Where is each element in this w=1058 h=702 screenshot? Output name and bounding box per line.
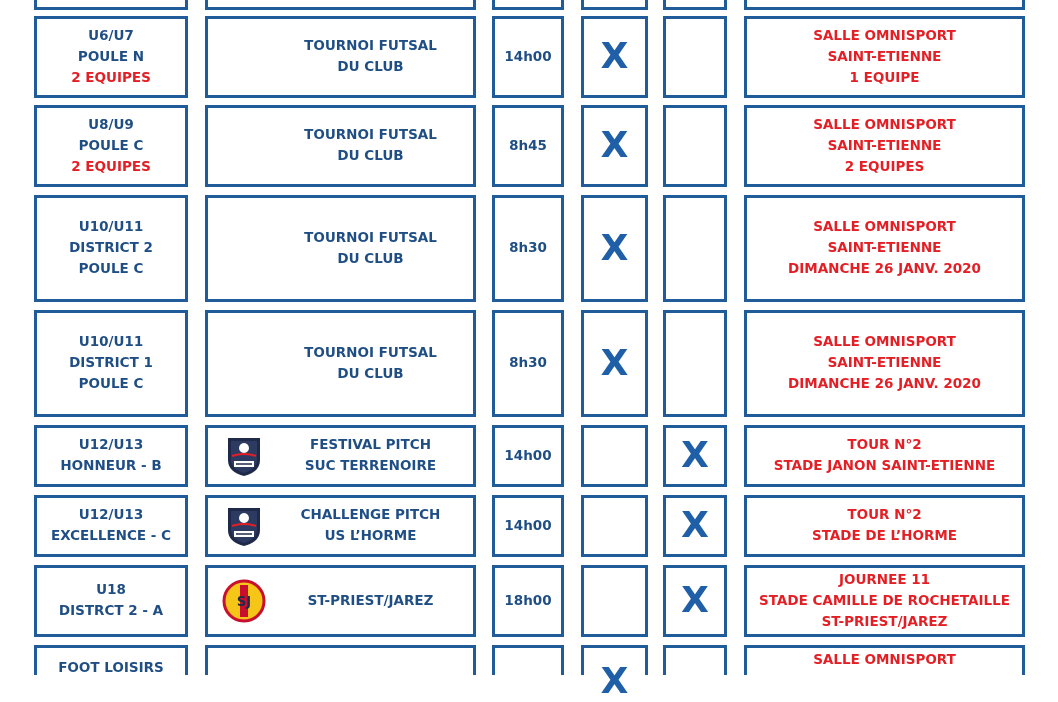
category-line: U10/U11 [78,219,144,235]
home-check-cell [581,105,648,187]
venue-line: SALLE OMNISPORT [813,652,956,668]
check-mark: X [600,125,629,166]
event-cell [205,425,476,487]
venue-cell [744,645,1025,675]
category-line: U18 [96,582,126,598]
venue-line: SAINT-ETIENNE [827,137,942,154]
time-cell [492,310,564,417]
away-check-cell [663,16,727,98]
category-cell [34,565,188,637]
event-cell [205,495,476,557]
event-text [268,19,473,95]
district-loire-logo-icon [222,434,266,478]
time-cell [492,195,564,302]
event-cell [205,195,476,302]
kickoff-time: 8h30 [509,240,547,256]
kickoff-time: 14h00 [504,517,552,534]
event-line: DU CLUB [337,250,404,267]
home-check-cell [581,310,648,417]
kickoff-time: 8h45 [509,137,547,154]
event-line: TOURNOI FUTSAL [304,127,437,143]
venue-line: ST-PRIEST/JAREZ [821,613,948,630]
svg-text:SJ: SJ [236,595,252,610]
venue-line: SALLE OMNISPORT [813,116,956,133]
category-line: EXCELLENCE - C [50,528,172,544]
venue-cell [744,0,1025,10]
kickoff-time: 8h30 [509,355,547,371]
category-line: U12/U13 [78,437,144,453]
home-check-cell [581,0,648,10]
category-teams: 2 EQUIPES [71,69,151,86]
venue-cell [744,16,1025,98]
category-line: DISTRICT 2 [69,240,153,256]
event-cell [205,105,476,187]
venue-line: DIMANCHE 26 JANV. 2020 [788,261,981,277]
kickoff-time: 14h00 [504,48,552,65]
check-mark: X [681,505,709,546]
away-check-cell [663,495,727,557]
venue-cell [744,105,1025,187]
event-line: US L’HORME [324,528,417,544]
district-loire-logo-icon [222,504,266,548]
venue-line: 1 EQUIPE [849,69,920,86]
event-line: TOURNOI FUTSAL [304,344,437,361]
event-line: CHALLENGE PITCH [300,507,441,523]
check-mark: X [681,580,709,621]
category-cell [34,16,188,98]
venue-line: SALLE OMNISPORT [813,334,956,350]
event-line: ST-PRIEST/JAREZ [307,592,434,609]
time-cell [492,495,564,557]
category-line: HONNEUR - B [60,458,162,474]
st-priest-jarez-logo-icon [222,579,266,623]
venue-line: SALLE OMNISPORT [813,27,956,44]
home-check-cell [581,16,648,98]
event-line: FESTIVAL PITCH [309,437,431,453]
venue-line: JOURNEE 11 [838,571,931,588]
away-check-cell [663,565,727,637]
venue-line: STADE JANON SAINT-ETIENNE [773,458,996,474]
check-mark: X [681,435,709,476]
time-cell [492,16,564,98]
venue-line: STADE CAMILLE DE ROCHETAILLE [759,592,1010,609]
venue-line: TOUR N°2 [847,437,922,453]
category-line: POULE C [78,261,144,277]
check-mark: X [600,342,629,384]
venue-line: SAINT-ETIENNE [827,240,942,256]
away-check-cell [663,195,727,302]
event-text [268,568,473,634]
event-line: TOURNOI FUTSAL [304,38,437,54]
home-check-cell [581,195,648,302]
venue-cell [744,565,1025,637]
time-cell [492,0,564,10]
category-cell [34,195,188,302]
away-check-cell [663,645,727,675]
category-cell [34,425,188,487]
time-cell [492,425,564,487]
time-cell [492,645,564,675]
away-check-cell [663,0,727,10]
check-mark: X [600,661,629,702]
home-check-cell [581,495,648,557]
category-cell [34,310,188,417]
category-line: POULE C [78,137,144,154]
event-text [268,108,473,184]
event-cell [205,0,476,10]
event-cell [205,645,476,675]
time-cell [492,105,564,187]
venue-line: SAINT-ETIENNE [827,48,942,65]
event-text [268,498,473,554]
venue-cell [744,310,1025,417]
kickoff-time: 18h00 [504,592,552,609]
category-line: U6/U7 [88,27,134,44]
event-line: SUC TERRENOIRE [304,458,437,474]
category-line: U10/U11 [78,334,144,350]
away-check-cell [663,105,727,187]
venue-line: SAINT-ETIENNE [827,355,942,371]
category-cell [34,105,188,187]
venue-line: STADE DE L’HORME [811,528,958,544]
venue-line: SALLE OMNISPORT [813,219,956,235]
event-line: DU CLUB [337,59,404,75]
event-line: DU CLUB [337,365,404,382]
event-text [268,198,473,299]
kickoff-time: 14h00 [504,447,552,464]
category-line: FOOT LOISIRS [58,660,164,676]
category-cell [34,645,188,675]
event-text [268,428,473,484]
time-cell [492,565,564,637]
event-line: TOURNOI FUTSAL [304,229,437,246]
venue-cell [744,495,1025,557]
event-line: DU CLUB [337,148,404,164]
venue-line: DIMANCHE 26 JANV. 2020 [788,376,981,392]
venue-cell [744,425,1025,487]
venue-line: TOUR N°2 [847,507,922,523]
category-line: DISTRICT 1 [69,355,153,371]
category-teams: 2 EQUIPES [71,158,151,175]
category-line: DISTRCT 2 - A [58,603,164,619]
venue-line: 2 EQUIPES [844,158,925,175]
category-line: U12/U13 [78,507,144,523]
home-check-cell [581,645,648,702]
away-check-cell [663,425,727,487]
event-cell [205,310,476,417]
category-line: POULE N [77,48,145,65]
home-check-cell [581,425,648,487]
home-check-cell [581,565,648,637]
event-cell [205,16,476,98]
event-cell [205,565,476,637]
category-cell [34,0,188,10]
away-check-cell [663,310,727,417]
category-line: POULE C [78,376,144,392]
check-mark: X [600,227,629,269]
category-line: U8/U9 [88,116,134,133]
category-cell [34,495,188,557]
venue-cell [744,195,1025,302]
check-mark: X [600,36,629,77]
event-text [268,313,473,414]
